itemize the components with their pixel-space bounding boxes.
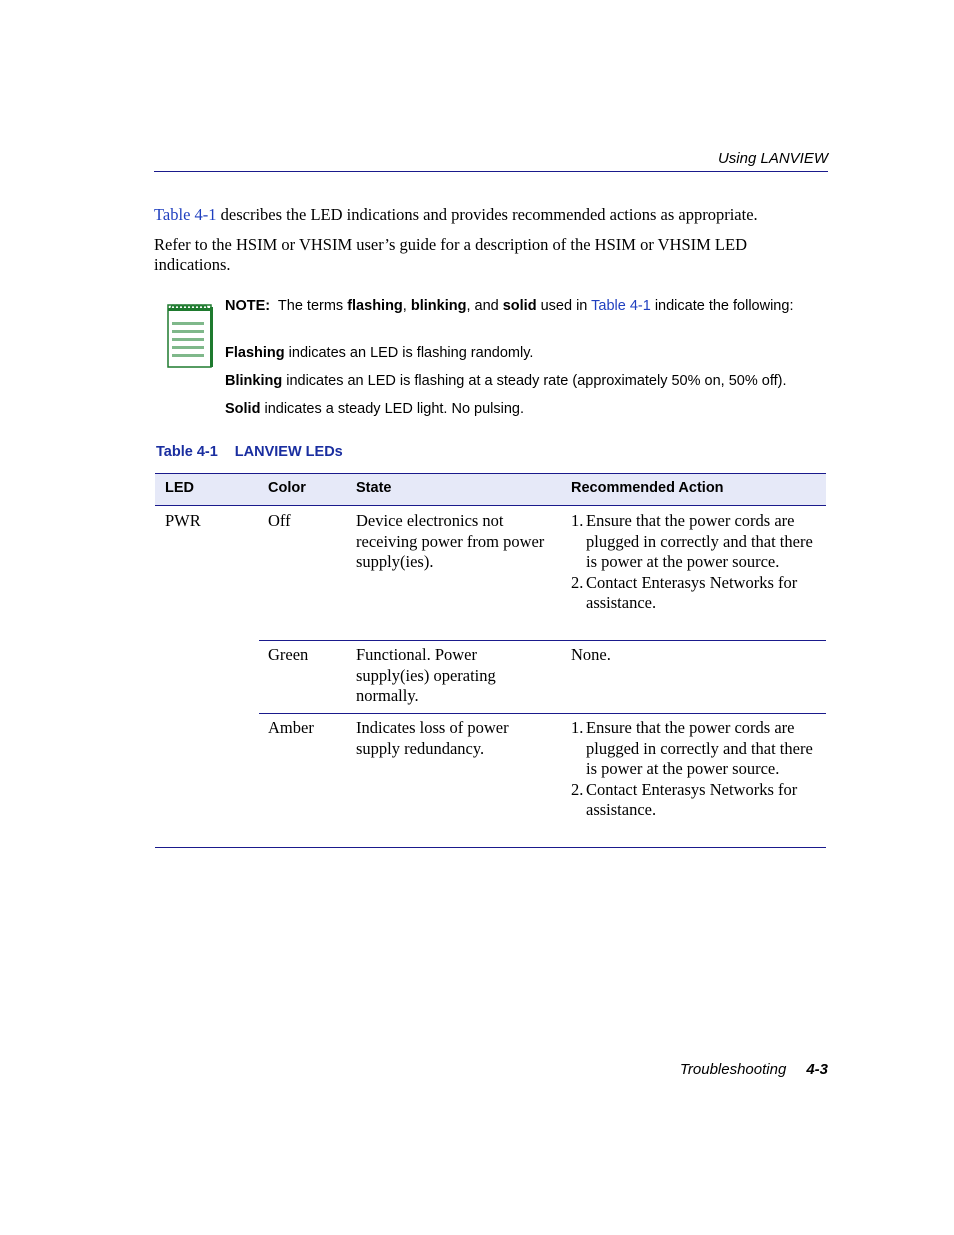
solid-term: Solid xyxy=(225,401,261,417)
table-caption-number: Table 4-1 xyxy=(156,444,218,460)
list-number: 1. xyxy=(571,718,584,737)
term-flashing: flashing xyxy=(347,298,403,314)
note-text-3: , and xyxy=(466,298,503,314)
blinking-description: indicates an LED is flashing at a steady rate (approximately 50% on, 50% off). xyxy=(282,373,787,389)
list-item xyxy=(571,780,821,821)
note-flashing-definition xyxy=(225,344,835,363)
term-solid: solid xyxy=(502,298,537,314)
lanview-led-table xyxy=(155,473,826,847)
list-item xyxy=(571,718,821,780)
note-label: NOTE: xyxy=(225,298,271,314)
table-row xyxy=(155,713,826,847)
table-header-row xyxy=(155,473,826,506)
intro-paragraph-2: Refer to the HSIM or VHSIM user’s guide for a description of the HSIM or VHSIM LED indications. xyxy=(154,235,748,274)
list-number: 2. xyxy=(571,779,584,799)
list-text: Contact Enterasys Networks for assistance. xyxy=(586,572,798,612)
table-caption-title: LANVIEW LEDs xyxy=(234,444,343,460)
running-header: Using LANVIEW xyxy=(717,150,828,167)
list-item xyxy=(571,573,821,614)
header-color: Color xyxy=(268,480,306,496)
header-recommended-action: Recommended Action xyxy=(571,480,724,496)
header-led: LED xyxy=(165,480,194,496)
page-footer xyxy=(680,1061,828,1078)
state-cell: Functional. Power supply(ies) operating normally. xyxy=(356,645,496,705)
list-text: Ensure that the power cords are plugged in correctly and that there is power at the power source. xyxy=(586,718,813,778)
list-number: 1. xyxy=(571,511,584,530)
flashing-description: indicates an LED is flashing randomly. xyxy=(284,345,534,361)
header-state: State xyxy=(356,480,392,496)
table-caption xyxy=(156,444,343,460)
action-cell: None. xyxy=(571,645,611,664)
intro-paragraph-1 xyxy=(154,205,814,225)
footer-chapter: Troubleshooting xyxy=(679,1061,787,1078)
header-rule xyxy=(154,171,828,172)
color-cell: Off xyxy=(268,511,291,530)
solid-description: indicates a steady LED light. No pulsing. xyxy=(260,401,525,417)
list-text: Ensure that the power cords are plugged in correctly and that there is power at the power source. xyxy=(586,511,813,571)
blinking-term: Blinking xyxy=(225,373,283,389)
led-cell: PWR xyxy=(165,511,201,530)
table-row xyxy=(155,640,826,713)
list-text: Contact Enterasys Networks for assistance. xyxy=(586,779,798,819)
note-text-4: used in xyxy=(536,298,592,314)
flashing-term: Flashing xyxy=(225,345,285,361)
term-blinking: blinking xyxy=(410,298,467,314)
note-table-link[interactable]: Table 4-1 xyxy=(591,298,651,314)
note-text-2: , xyxy=(402,298,411,314)
action-cell xyxy=(571,718,821,821)
note-text-1: The terms xyxy=(277,298,348,314)
list-item xyxy=(571,511,821,573)
table-bottom-rule xyxy=(155,847,826,848)
state-cell: Device electronics not receiving power from power supply(ies). xyxy=(356,511,545,571)
color-cell: Green xyxy=(268,645,309,664)
intro-paragraph-1-text: describes the LED indications and provides recommended actions as appropriate. xyxy=(216,205,758,224)
color-cell: Amber xyxy=(268,718,314,737)
table-4-1-link[interactable]: Table 4-1 xyxy=(154,205,217,224)
note-text-5: indicate the following: xyxy=(650,298,794,314)
note-blinking-definition xyxy=(225,372,835,391)
note-text xyxy=(225,297,835,316)
note-solid-definition xyxy=(225,400,835,419)
footer-page-number: 4-3 xyxy=(806,1061,828,1078)
notepad-icon xyxy=(166,300,214,368)
action-cell xyxy=(571,511,821,614)
table-row xyxy=(155,506,826,640)
state-cell: Indicates loss of power supply redundancy. xyxy=(356,718,509,758)
list-number: 2. xyxy=(571,572,584,592)
